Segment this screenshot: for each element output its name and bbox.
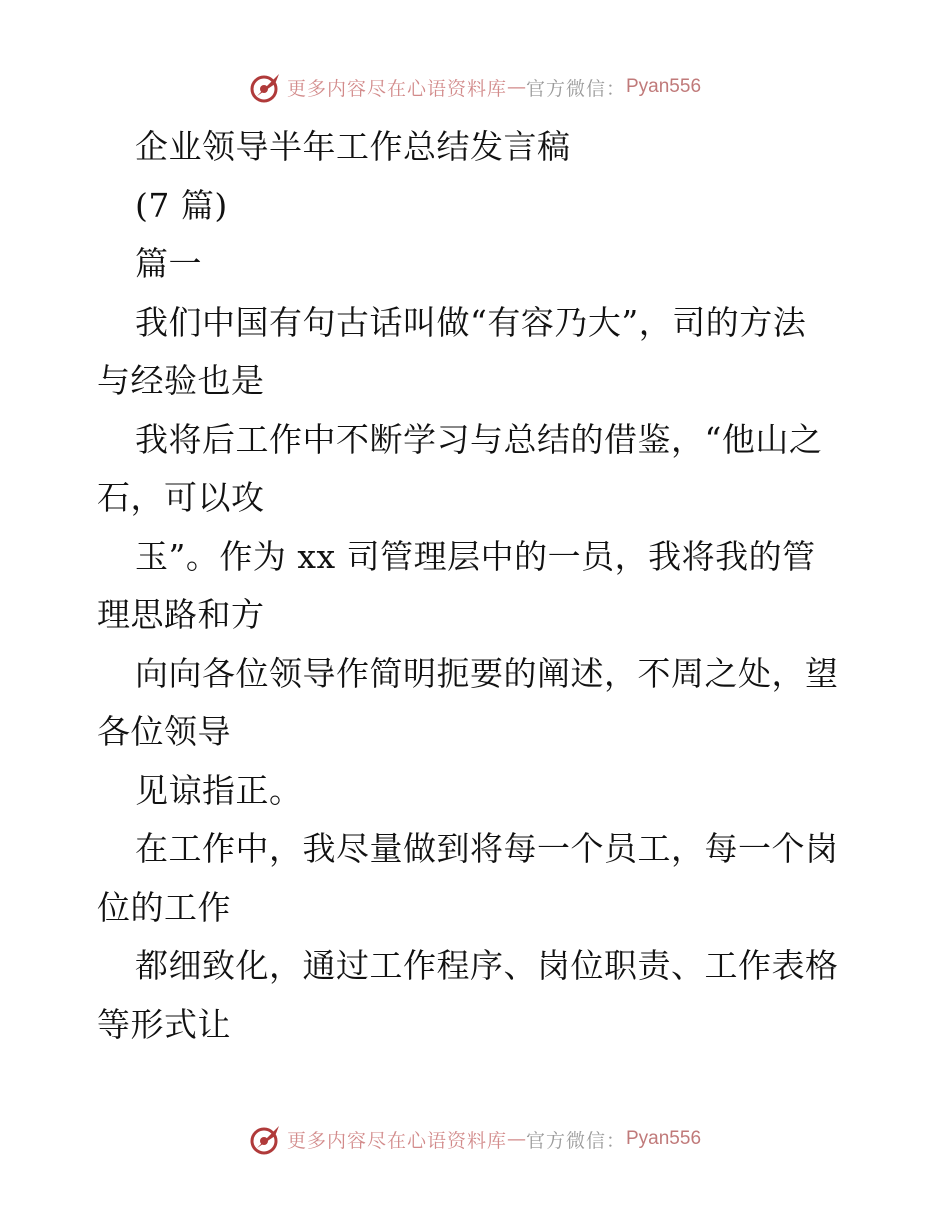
header-contact-id: Pyan556 bbox=[626, 76, 702, 97]
footer-contact-id: Pyan556 bbox=[626, 1128, 702, 1149]
paragraph-line: 位的工作 bbox=[97, 887, 231, 927]
paragraph-line: 在工作中，我尽量做到将每一个员工，每一个岗 bbox=[135, 829, 839, 868]
header-contact-label: 官方微信： bbox=[525, 77, 626, 100]
header-separator: — bbox=[506, 76, 526, 98]
page-header-watermark bbox=[0, 70, 950, 104]
paragraph-line: 与经验也是 bbox=[97, 361, 265, 400]
paragraph-line: 见谅指正。 bbox=[135, 770, 303, 810]
paragraph-line: 向向各位领导作简明扼要的阐述，不周之处，望 bbox=[135, 653, 839, 693]
document-title: 企业领导半年工作总结发言稿 bbox=[135, 127, 571, 166]
footer-separator: — bbox=[506, 1128, 526, 1150]
paragraph-line: 各位领导 bbox=[97, 712, 231, 751]
header-brand: 更多内容尽在心语资料库 bbox=[286, 77, 507, 100]
paragraph-line: 我们中国有句古话叫做“有容乃大”，司的方法 bbox=[135, 302, 807, 342]
quill-logo-icon bbox=[249, 70, 283, 104]
paragraph-line: 我将后工作中不断学习与总结的借鉴，“他山之 bbox=[135, 419, 823, 459]
footer-contact-label: 官方微信： bbox=[525, 1129, 626, 1152]
paragraph-line: 理思路和方 bbox=[97, 595, 265, 634]
section-heading: 篇一 bbox=[135, 244, 202, 283]
paragraph-line: 都细致化，通过工作程序、岗位职责、工作表格 bbox=[135, 946, 839, 985]
document-body bbox=[97, 118, 857, 1054]
quill-logo-icon bbox=[249, 1122, 283, 1156]
footer-brand: 更多内容尽在心语资料库 bbox=[286, 1129, 507, 1152]
document-subtitle: (7 篇) bbox=[135, 185, 228, 225]
paragraph-line: 石，可以攻 bbox=[97, 478, 265, 517]
paragraph-line: 玉”。作为 xx 司管理层中的一员，我将我的管 bbox=[135, 536, 816, 576]
paragraph-line: 等形式让 bbox=[97, 1004, 231, 1044]
page-footer-watermark bbox=[0, 1122, 950, 1156]
